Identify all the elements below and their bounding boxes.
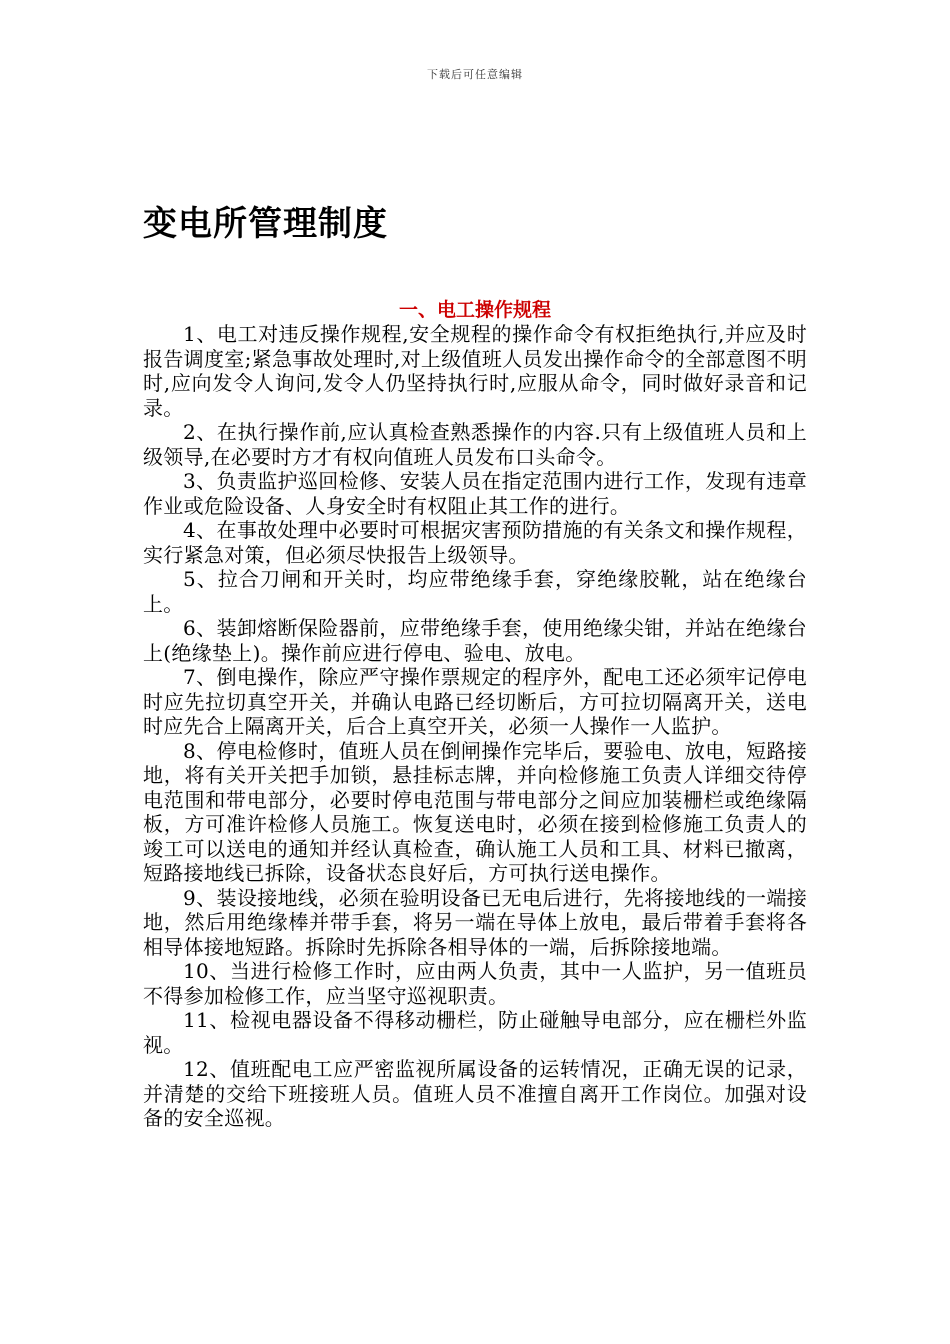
rule-paragraph: 1、电工对违反操作规程,安全规程的操作命令有权拒绝执行,并应及时报告调度室;紧急事故处理时,对上级值班人员发出操作命令的全部意图不明时,应向发令人询问,发令人仍坚持执行时,应服从命令，同时做好录音和记录。 [143,322,807,420]
rule-paragraph: 8、停电检修时，值班人员在倒闸操作完毕后，要验电、放电，短路接地，将有关开关把手加锁，悬挂标志牌，并向检修施工负责人详细交待停电范围和带电部分，必要时停电范围与带电部分之间应加装栅栏或绝缘隔板，方可准许检修人员施工。恢复送电时，必须在接到检修施工负责人的竣工可以送电的通知并经认真检查，确认施工人员和工具、材料已撤离，短路接地线已拆除，设备状态良好后，方可执行送电操作。 [143,738,807,885]
rule-paragraph: 2、在执行操作前,应认真检查熟悉操作的内容.只有上级值班人员和上级领导,在必要时方才有权向值班人员发布口头命令。 [143,420,807,469]
rule-paragraph: 4、在事故处理中必要时可根据灾害预防措施的有关条文和操作规程，实行紧急对策，但必须尽快报告上级领导。 [143,518,807,567]
section-heading: 一、电工操作规程 [398,299,551,321]
rule-paragraph: 9、装设接地线，必须在验明设备已无电后进行，先将接地线的一端接地，然后用绝缘棒并带手套，将另一端在导体上放电，最后带着手套将各相导体接地短路。拆除时先拆除各相导体的一端，后拆除接地端。 [143,885,807,959]
rule-paragraph: 11、检视电器设备不得移动栅栏，防止碰触导电部分，应在栅栏外监视。 [143,1008,807,1057]
rule-paragraph: 7、倒电操作，除应严守操作票规定的程序外，配电工还必须牢记停电时应先拉切真空开关，并确认电路已经切断后，方可拉切隔离开关，送电时应先合上隔离开关，后合上真空开关，必须一人操作一人监护。 [143,665,807,738]
rules-list [143,322,807,1131]
document-title: 变电所管理制度 [143,204,388,244]
rule-paragraph: 3、负责监护巡回检修、安装人员在指定范围内进行工作，发现有违章作业或危险设备、人身安全时有权阻止其工作的进行。 [143,469,807,518]
header-note: 下载后可任意编辑 [427,68,523,81]
rule-paragraph: 12、值班配电工应严密监视所属设备的运转情况，正确无误的记录，并清楚的交给下班接班人员。值班人员不准擅自离开工作岗位。加强对设备的安全巡视。 [143,1057,807,1130]
rule-paragraph: 10、当进行检修工作时，应由两人负责，其中一人监护，另一值班员不得参加检修工作，应当坚守巡视职责。 [143,959,807,1008]
rule-paragraph: 6、装卸熔断保险器前，应带绝缘手套，使用绝缘尖钳，并站在绝缘台上(绝缘垫上)。操作前应进行停电、验电、放电。 [143,616,807,665]
rule-paragraph: 5、拉合刀闸和开关时，均应带绝缘手套，穿绝缘胶靴，站在绝缘台上。 [143,567,807,616]
